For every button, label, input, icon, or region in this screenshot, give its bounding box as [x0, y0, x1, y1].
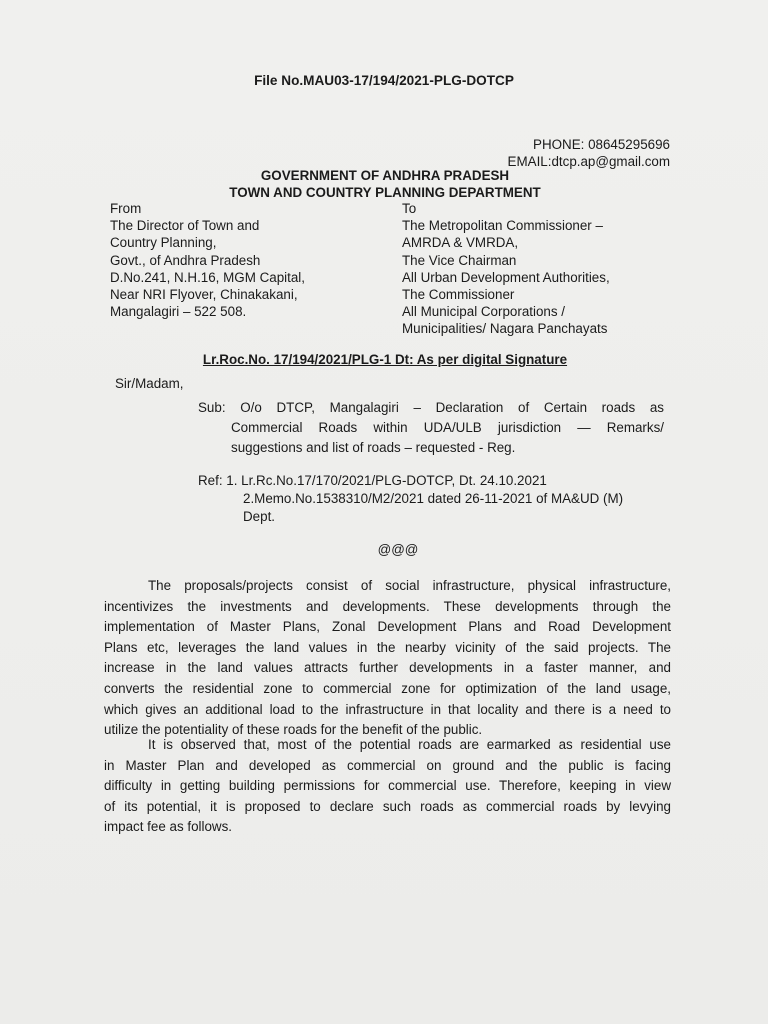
to-line: The Vice Chairman: [402, 252, 517, 268]
reference-line: 2.Memo.No.1538310/M2/2021 dated 26-11-2021 of MA&UD (M): [243, 491, 624, 506]
file-number: File No.MAU03-17/194/2021-PLG-DOTCP: [254, 73, 514, 88]
paragraph-1: [104, 576, 671, 741]
to-label: To: [402, 201, 417, 216]
reference-line: Ref: 1. Lr.Rc.No.17/170/2021/PLG-DOTCP, Dt. 24.10.2021: [198, 473, 547, 488]
to-block: [402, 200, 610, 338]
salutation: Sir/Madam,: [115, 376, 184, 391]
from-label: From: [110, 201, 142, 216]
to-line: The Metropolitan Commissioner –: [402, 218, 603, 234]
from-line: D.No.241, N.H.16, MGM Capital,: [110, 269, 305, 285]
paragraph-line: incentivizes the investments and developments. These developments through the: [104, 598, 671, 614]
header-department: TOWN AND COUNTRY PLANNING DEPARTMENT: [229, 185, 541, 200]
paragraph-line: increase in the land values attracts further developments in a faster manner, and: [104, 660, 671, 676]
reference-line: Dept.: [243, 509, 276, 524]
from-line: Near NRI Flyover, Chinakakani,: [110, 286, 298, 302]
header-government: GOVERNMENT OF ANDHRA PRADESH: [260, 168, 510, 183]
paragraph-line: It is observed that, most of the potential roads are earmarked as residential use: [148, 737, 671, 752]
email-address: EMAIL:dtcp.ap@gmail.com: [507, 154, 670, 169]
from-line: The Director of Town and: [110, 218, 260, 234]
paragraph-line: converts the residential zone to commercial zone for optimization of the land usage,: [104, 680, 671, 696]
from-line: Govt., of Andhra Pradesh: [110, 252, 261, 268]
to-line: AMRDA & VMRDA,: [402, 235, 519, 251]
letter-reference: Lr.Roc.No. 17/194/2021/PLG-1 Dt: As per digital Signature: [202, 352, 568, 367]
to-line: Municipalities/ Nagara Panchayats: [402, 321, 608, 337]
to-line: The Commissioner: [402, 286, 515, 302]
from-block: [110, 200, 305, 320]
paragraph-line: utilize the potentiality of these roads for the benefit of the public.: [104, 722, 483, 738]
from-line: Country Planning,: [110, 235, 217, 251]
paragraph-line: difficulty in getting building permissions for commercial use. Therefore, keeping in view: [104, 778, 671, 794]
paragraph-line: Plans etc, leverages the land values in the nearby vicinity of the said projects. The: [104, 639, 671, 655]
to-line: All Municipal Corporations /: [402, 304, 565, 320]
paragraph-line: in Master Plan and developed as commercial on ground and the public is facing: [104, 757, 671, 773]
paragraph-line: of its potential, it is proposed to declare such roads as commercial roads by levying: [104, 798, 671, 814]
paragraph-line: which gives an additional load to the infrastructure in that locality and there is a need to: [104, 701, 671, 717]
phone-number: PHONE: 08645295696: [533, 137, 670, 152]
paragraph-line: implementation of Master Plans, Zonal Development Plans and Road Development: [104, 619, 671, 635]
subject-line: suggestions and list of roads – requested - Reg.: [231, 440, 516, 455]
subject-line: Sub: O/o DTCP, Mangalagiri – Declaration of Certain roads as: [198, 400, 664, 415]
paragraph-line: The proposals/projects consist of social infrastructure, physical infrastructure,: [148, 578, 671, 593]
separator: @@@: [377, 542, 419, 557]
to-line: All Urban Development Authorities,: [402, 269, 610, 285]
paragraph-line: impact fee as follows.: [104, 819, 233, 835]
from-line: Mangalagiri – 522 508.: [110, 304, 247, 320]
paragraph-2: [104, 735, 671, 838]
subject-line: Commercial Roads within UDA/ULB jurisdiction — Remarks/: [231, 420, 664, 435]
subject-block: [198, 398, 664, 458]
